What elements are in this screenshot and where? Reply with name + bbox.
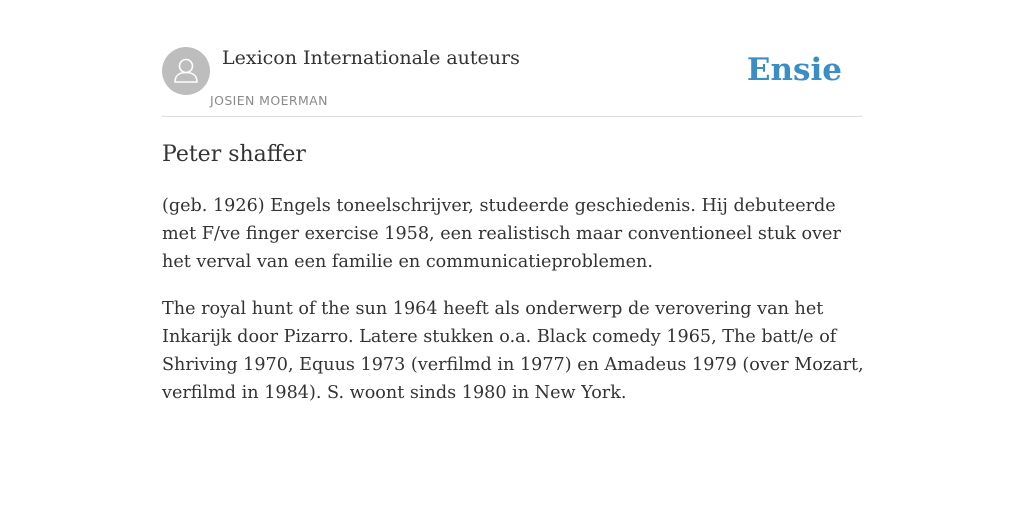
brand-logo[interactable]: Ensie — [746, 52, 842, 88]
avatar — [162, 47, 210, 95]
source-title[interactable]: Lexicon Internationale auteurs — [222, 47, 520, 69]
paragraph: (geb. 1926) Engels toneelschrijver, studeerde geschiedenis. Hij debuteerde met F/ve finger exercise 1958, een realistisch maar conventioneel stuk over het verval van een familie en communicatieproblemen. — [162, 196, 841, 272]
page-title: Peter shaffer — [162, 142, 306, 167]
paragraph: The royal hunt of the sun 1964 heeft als onderwerp de verovering van het Inkarijk door Pizarro. Latere stukken o.a. Black comedy 1965, The batt/e of Shriving 1970, Equus 1973 (verfilmd in 1977) en Amadeus 1979 (over Mozart, verfilmd in 1984). S. woont sinds 1980 in New York. — [162, 299, 864, 403]
article-header — [162, 46, 862, 117]
author-name[interactable]: JOSIEN MOERMAN — [210, 93, 328, 108]
user-icon — [162, 47, 210, 95]
